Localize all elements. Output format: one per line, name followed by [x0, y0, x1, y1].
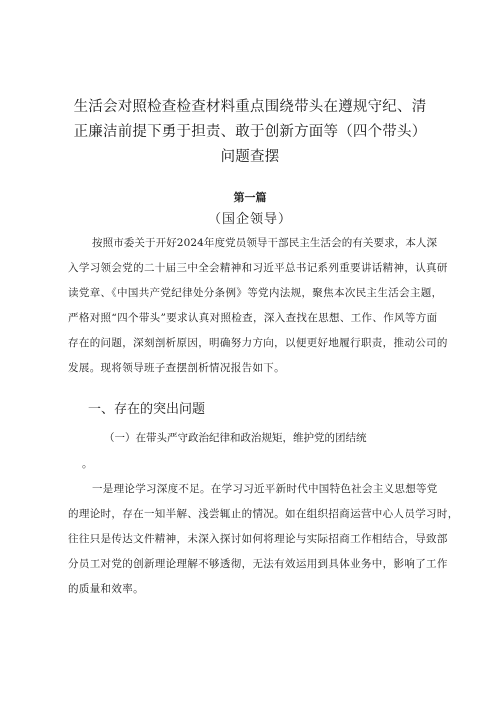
part-number: 第一篇	[233, 191, 267, 204]
point-line: 的理论时，存在一知半解、浅尝辄止的情况。如在组织招商运营中心人员学习时，	[68, 508, 459, 520]
intro-line: 按照市委关于开好2024年度党员领导干部民主生活会的有关要求，本人深	[92, 237, 438, 249]
intro-line: 读党章、《中国共产党纪律处分条例》等党内法规，聚焦本次民主生活会主题，	[68, 287, 443, 299]
intro-line: 严格对照“四个带头”要求认真对照检查，深入查找在思想、工作、作风等方面	[68, 312, 438, 324]
subsection-heading-tail: 。	[82, 458, 93, 470]
part-subtitle: （国企领导）	[207, 212, 292, 227]
point-line: 的质量和效率。	[68, 583, 144, 595]
intro-line: 存在的问题，深刻剖析原因，明确努力方向，以便更好地履行职责，推动公司的	[68, 337, 448, 349]
subsection-heading: （一）在带头严守政治纪律和政治规矩，维护党的团结统	[104, 432, 367, 444]
document-title-line-3: 问题查摆	[220, 149, 280, 165]
point-line: 一是理论学习深度不足。在学习习近平新时代中国特色社会主义思想等党	[92, 483, 438, 495]
point-line: 往往只是传达文件精神，未深入探讨如何将理论与实际招商工作相结合，导致部	[68, 533, 448, 545]
intro-line: 发展。现将领导班子查摆剖析情况报告如下。	[68, 362, 285, 374]
intro-line: 入学习领会党的二十届三中全会精神和习近平总书记系列重要讲话精神，认真研	[68, 262, 448, 274]
document-title-line-1: 生活会对照检查检查材料重点围绕带头在遵规守纪、清	[73, 99, 427, 115]
section-heading: 一、存在的突出问题	[88, 402, 206, 417]
point-line: 分员工对党的创新理论理解不够透彻，无法有效运用到具体业务中，影响了工作	[68, 558, 448, 570]
document-title-line-2: 正廉洁前提下勇于担责、敢于创新方面等（四个带头）	[73, 124, 427, 140]
